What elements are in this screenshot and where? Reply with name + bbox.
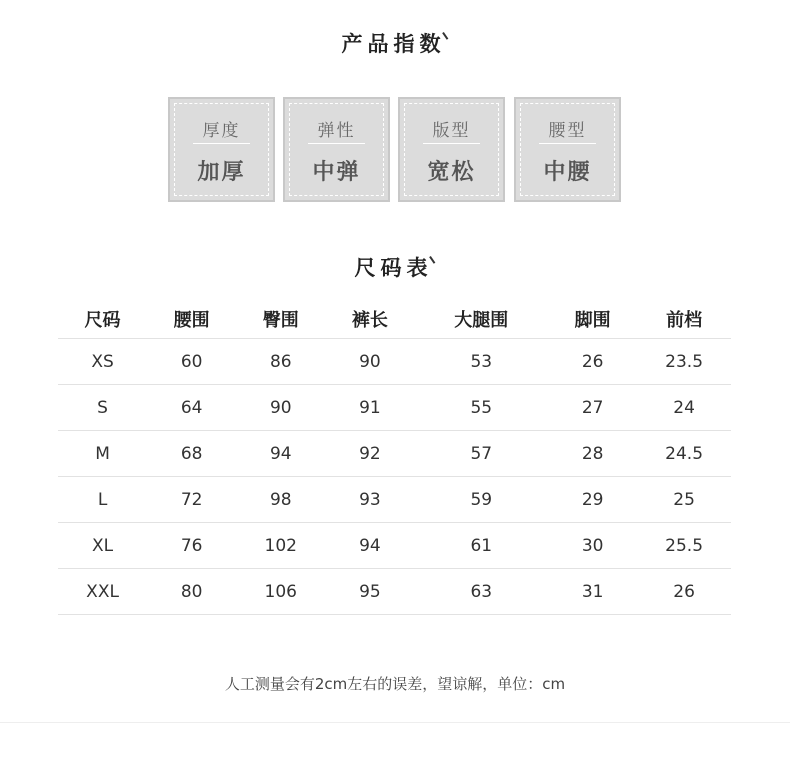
table-cell: 59 bbox=[414, 477, 548, 523]
size-chart-title bbox=[0, 252, 790, 282]
table-cell: 28 bbox=[548, 431, 637, 477]
table-row bbox=[58, 477, 731, 523]
table-cell: 26 bbox=[637, 569, 731, 615]
index-card-label: 版型 bbox=[432, 121, 471, 141]
column-header: 前档 bbox=[637, 300, 731, 339]
column-header: 裤长 bbox=[325, 300, 414, 339]
table-cell: 64 bbox=[147, 385, 236, 431]
table-row bbox=[58, 569, 731, 615]
table-cell: XXL bbox=[58, 569, 147, 615]
table-cell: L bbox=[58, 477, 147, 523]
table-cell: 94 bbox=[325, 523, 414, 569]
table-row bbox=[58, 431, 731, 477]
index-card-value: 加厚 bbox=[197, 160, 246, 185]
table-row bbox=[58, 339, 731, 385]
card-divider bbox=[423, 143, 480, 144]
table-cell: XL bbox=[58, 523, 147, 569]
table-cell: 57 bbox=[414, 431, 548, 477]
table-cell: S bbox=[58, 385, 147, 431]
table-cell: 61 bbox=[414, 523, 548, 569]
card-divider bbox=[539, 143, 596, 144]
table-cell: 92 bbox=[325, 431, 414, 477]
index-card-label: 腰型 bbox=[548, 121, 587, 141]
column-header: 大腿围 bbox=[414, 300, 548, 339]
table-cell: 31 bbox=[548, 569, 637, 615]
table-cell: 26 bbox=[548, 339, 637, 385]
table-cell: 25 bbox=[637, 477, 731, 523]
bottom-divider bbox=[0, 722, 790, 723]
table-cell: 29 bbox=[548, 477, 637, 523]
table-cell: 102 bbox=[236, 523, 325, 569]
index-card-fit bbox=[398, 97, 505, 202]
table-cell: 90 bbox=[325, 339, 414, 385]
product-index-title-text: 产品指数 bbox=[341, 32, 446, 56]
table-header-row bbox=[58, 300, 731, 339]
table-row bbox=[58, 385, 731, 431]
product-index-title bbox=[0, 28, 790, 58]
table-cell: 91 bbox=[325, 385, 414, 431]
column-header: 尺码 bbox=[58, 300, 147, 339]
column-header: 腰围 bbox=[147, 300, 236, 339]
index-card-thickness bbox=[168, 97, 275, 202]
table-cell: 24.5 bbox=[637, 431, 731, 477]
table-cell: 27 bbox=[548, 385, 637, 431]
product-index-cards bbox=[168, 97, 622, 202]
index-card-waist-type bbox=[514, 97, 621, 202]
table-cell: 53 bbox=[414, 339, 548, 385]
card-divider bbox=[308, 143, 365, 144]
table-cell: 80 bbox=[147, 569, 236, 615]
index-card-elasticity bbox=[283, 97, 390, 202]
table-cell: 24 bbox=[637, 385, 731, 431]
table-cell: 23.5 bbox=[637, 339, 731, 385]
index-card-value: 中弹 bbox=[312, 160, 361, 185]
table-cell: 106 bbox=[236, 569, 325, 615]
table-cell: 63 bbox=[414, 569, 548, 615]
table-cell: 86 bbox=[236, 339, 325, 385]
table-cell: 76 bbox=[147, 523, 236, 569]
table-cell: 55 bbox=[414, 385, 548, 431]
table-cell: 90 bbox=[236, 385, 325, 431]
table-cell: 94 bbox=[236, 431, 325, 477]
table-cell: 68 bbox=[147, 431, 236, 477]
table-row bbox=[58, 523, 731, 569]
index-card-label: 厚度 bbox=[202, 121, 241, 141]
column-header: 臀围 bbox=[236, 300, 325, 339]
table-cell: 95 bbox=[325, 569, 414, 615]
index-card-value: 中腰 bbox=[543, 160, 592, 185]
column-header: 脚围 bbox=[548, 300, 637, 339]
index-card-value: 宽松 bbox=[427, 160, 476, 185]
table-cell: 98 bbox=[236, 477, 325, 523]
table-cell: 93 bbox=[325, 477, 414, 523]
measurement-note: 人工测量会有2cm左右的误差，望谅解，单位：cm bbox=[224, 675, 566, 693]
size-table bbox=[58, 300, 731, 615]
table-cell: 30 bbox=[548, 523, 637, 569]
table-cell: 60 bbox=[147, 339, 236, 385]
card-divider bbox=[193, 143, 250, 144]
table-cell: XS bbox=[58, 339, 147, 385]
size-chart-title-text: 尺码表 bbox=[354, 256, 433, 280]
table-cell: M bbox=[58, 431, 147, 477]
table-cell: 25.5 bbox=[637, 523, 731, 569]
table-cell: 72 bbox=[147, 477, 236, 523]
index-card-label: 弹性 bbox=[317, 121, 356, 141]
